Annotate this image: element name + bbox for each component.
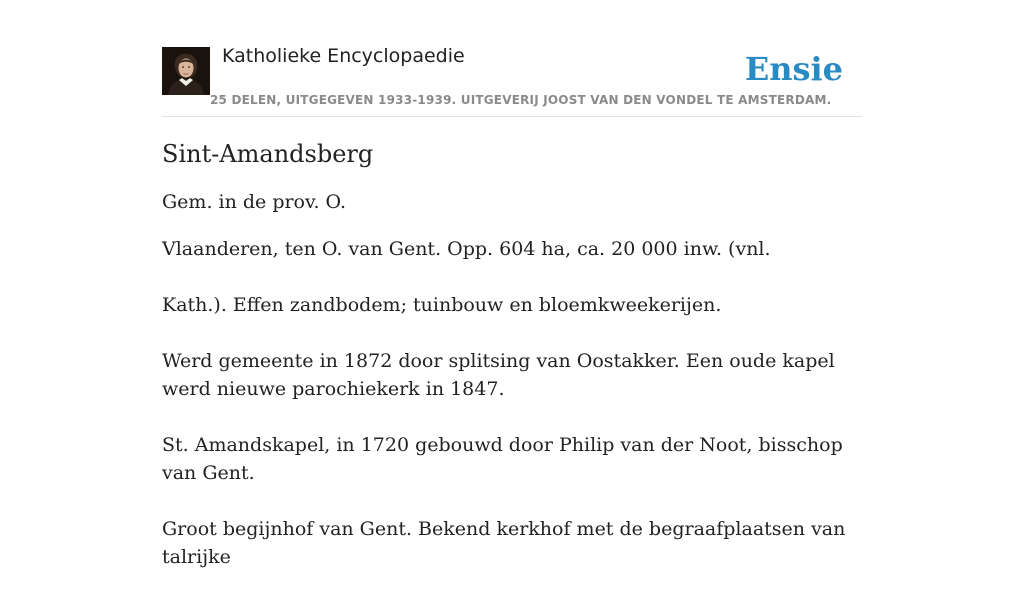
source-title[interactable]: Katholieke Encyclopaedie	[222, 45, 465, 67]
source-header	[162, 0, 862, 117]
source-subtitle: 25 DELEN, UITGEGEVEN 1933-1939. UITGEVERIJ JOOST VAN DEN VONDEL TE AMSTERDAM.	[210, 93, 832, 107]
ensie-logo[interactable]: Ensie	[744, 50, 843, 88]
article-paragraph: Werd gemeente in 1872 door splitsing van Oostakker. Een oude kapel werd nieuwe parochiekerk in 1847.	[162, 350, 835, 400]
article-paragraph: Gem. in de prov. O.	[162, 191, 347, 213]
article	[162, 138, 862, 599]
article-paragraph: Kath.). Effen zandbodem; tuinbouw en bloemkweekerijen.	[162, 294, 722, 316]
article-paragraph: Groot begijnhof van Gent. Bekend kerkhof met de begraafplaatsen van talrijke	[162, 518, 846, 568]
portrait-icon[interactable]	[162, 47, 210, 95]
article-paragraph: Vlaanderen, ten O. van Gent. Opp. 604 ha, ca. 20 000 inw. (vnl.	[162, 238, 771, 260]
article-paragraph: St. Amandskapel, in 1720 gebouwd door Philip van der Noot, bisschop van Gent.	[162, 434, 843, 484]
article-title: Sint-Amandsberg	[162, 140, 374, 168]
